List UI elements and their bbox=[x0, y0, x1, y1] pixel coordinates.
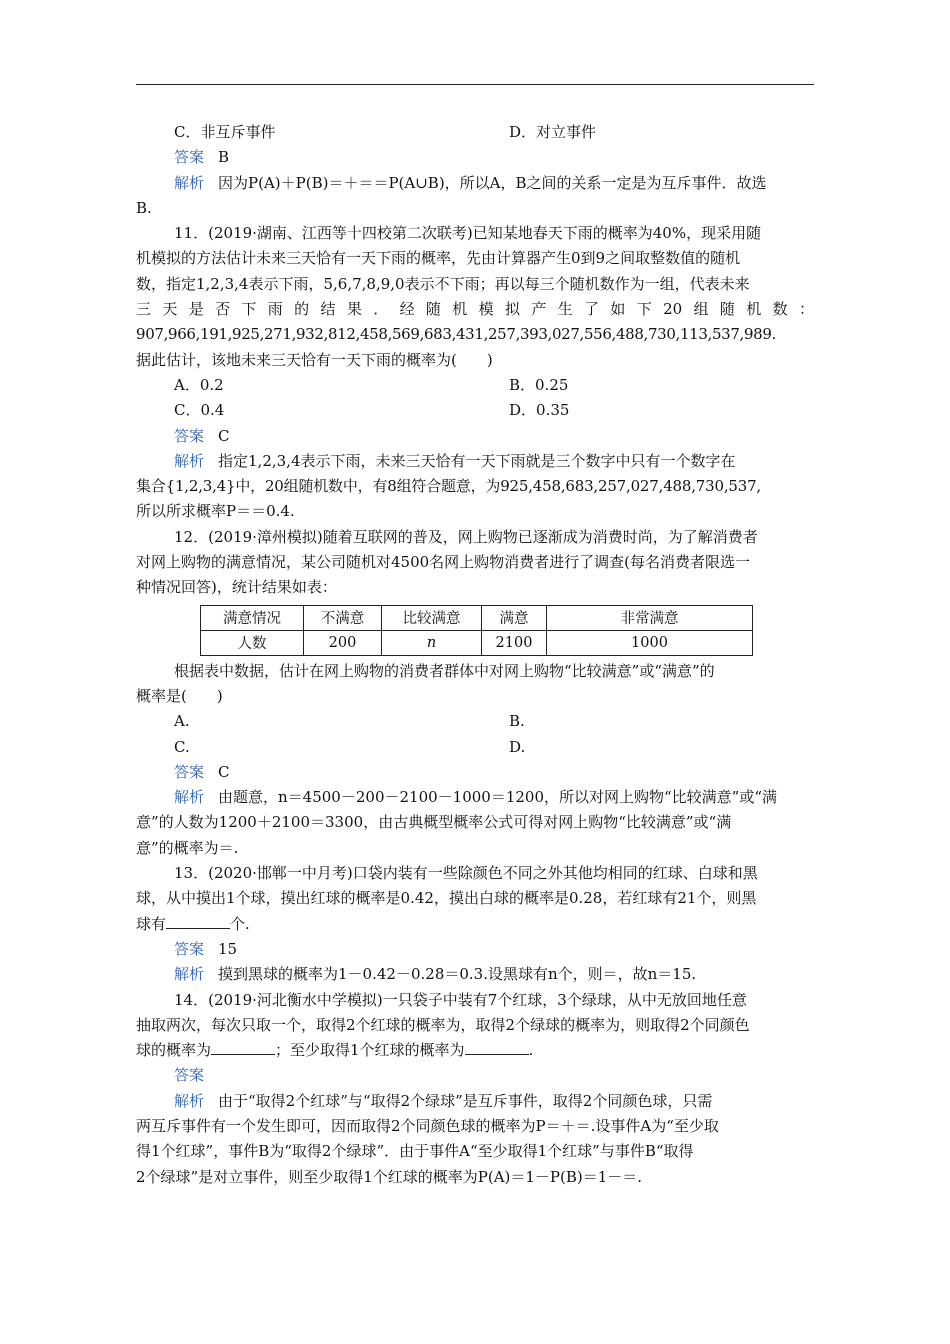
q13-stem-line-1: 13．(2020·邯郸一中月考)口袋内装有一些除颜色不同之外其他均相同的红球、白球和黑 bbox=[174, 864, 758, 883]
q14-stem-line-1: 14．(2019·河北衡水中学模拟)一只袋子中装有7个红球，3个绿球，从中无放回地任意 bbox=[174, 990, 747, 1009]
table-cell: 1000 bbox=[547, 630, 753, 655]
q14-analysis-line-1: 由于“取得2个红球”与“取得2个绿球”是互斥事件，取得2个同颜色球，只需 bbox=[218, 1091, 713, 1110]
table-header-row bbox=[201, 605, 753, 630]
q13-analysis bbox=[136, 962, 814, 987]
q14-analysis-line-4: 2个绿球”是对立事件，则至少取得1个红球的概率为P(A)＝1－P(B)＝1－＝. bbox=[136, 1167, 643, 1186]
q11-stem-line-2: 机模拟的方法估计未来三天恰有一天下雨的概率，先由计算器产生0到9之间取整数值的随机 bbox=[136, 249, 741, 268]
q12-stem-line-5: 概率是( ) bbox=[136, 686, 223, 705]
q12-stem-line-3: 种情况回答)，统计结果如表： bbox=[136, 578, 337, 597]
q11-options-row-2 bbox=[136, 398, 814, 423]
q11-stem-line-6: 据此估计，该地未来三天恰有一天下雨的概率为( ) bbox=[136, 350, 493, 369]
answer-label: 答案 bbox=[174, 762, 205, 781]
analysis-label: 解析 bbox=[174, 173, 205, 192]
q11-option-d: D．0.35 bbox=[509, 401, 570, 420]
header-rule bbox=[136, 84, 814, 85]
q10-analysis-line-1: 因为P(A)＋P(B)＝＋＝＝P(A∪B)，所以A，B之间的关系一定是为互斥事件．故选 bbox=[218, 173, 767, 192]
table-cell: n bbox=[382, 630, 482, 655]
q13-stem-text: 个. bbox=[230, 914, 250, 933]
q11-options-row-1 bbox=[136, 373, 814, 398]
q11-analysis bbox=[136, 449, 814, 474]
answer-label: 答案 bbox=[174, 939, 205, 958]
q13-answer-blank bbox=[166, 914, 230, 929]
q11-option-c: C．0.4 bbox=[174, 401, 225, 420]
q14-stem-text: 球的概率为 bbox=[136, 1041, 212, 1060]
table-header-cell: 不满意 bbox=[304, 605, 382, 630]
q11-stem-line-1: 11．(2019·湖南、江西等十四校第二次联考)已知某地春天下雨的概率为40%，现采用随 bbox=[174, 224, 762, 243]
table-cell: 200 bbox=[304, 630, 382, 655]
table-header-cell: 非常满意 bbox=[547, 605, 753, 630]
q12-analysis-line-2: 意”的人数为1200＋2100＝3300，由古典概型概率公式可得对网上购物“比较满意”或“满 bbox=[136, 813, 732, 832]
analysis-label: 解析 bbox=[174, 451, 205, 470]
q12-stem-line-4: 根据表中数据，估计在网上购物的消费者群体中对网上购物“比较满意”或“满意”的 bbox=[174, 661, 715, 680]
page-content bbox=[136, 120, 814, 1190]
q13-stem-text: 球有 bbox=[136, 914, 167, 933]
q14-analysis-line-3: 得1个红球”，事件B为“取得2个绿球”．由于事件A“至少取得1个红球”与事件B“取得 bbox=[136, 1142, 694, 1161]
q13-analysis-line-1: 摸到黑球的概率为1－0.42－0.28＝0.3.设黑球有n个，则＝，故n＝15. bbox=[218, 965, 697, 984]
survey-table bbox=[200, 605, 753, 656]
q11-answer-value: C bbox=[218, 426, 230, 445]
q14-analysis bbox=[136, 1089, 814, 1114]
q11-answer bbox=[136, 424, 814, 449]
q14-answer-blank-2 bbox=[465, 1040, 529, 1055]
table-header-cell: 满意 bbox=[482, 605, 547, 630]
answer-label: 答案 bbox=[174, 148, 205, 167]
table-cell: 2100 bbox=[482, 630, 547, 655]
q12-answer-value: C bbox=[218, 762, 230, 781]
q13-stem-line-2: 球，从中摸出1个球，摸出红球的概率是0.42，摸出白球的概率是0.28，若红球有21个，则黑 bbox=[136, 889, 757, 908]
q10-answer bbox=[136, 145, 814, 170]
q10-analysis-line-2: B. bbox=[136, 198, 152, 217]
q11-analysis-line-2: 集合{1,2,3,4}中，20组随机数中，有8组符合题意，为925,458,683,257,027,488,730,537, bbox=[136, 477, 761, 496]
q12-stem-line-2: 对网上购物的满意情况，某公司随机对4500名网上购物消费者进行了调查(每名消费者限选一 bbox=[136, 553, 751, 572]
q10-options bbox=[136, 120, 814, 145]
q12-option-b: B. bbox=[509, 712, 525, 731]
q12-answer bbox=[136, 760, 814, 785]
q14-answer bbox=[136, 1063, 814, 1088]
q11-option-a: A．0.2 bbox=[174, 375, 224, 394]
q12-analysis-line-1: 由题意，n＝4500－200－2100－1000＝1200，所以对网上购物“比较满意”或“满 bbox=[218, 788, 778, 807]
analysis-label: 解析 bbox=[174, 1091, 205, 1110]
q10-answer-value: B bbox=[218, 148, 230, 167]
q12-analysis-line-3: 意”的概率为＝. bbox=[136, 838, 239, 857]
q11-random-numbers: 907,966,191,925,271,932,812,458,569,683,431,257,393,027,556,488,730,113,537,989. bbox=[136, 325, 776, 344]
analysis-label: 解析 bbox=[174, 965, 205, 984]
table-header-cell: 满意情况 bbox=[201, 605, 304, 630]
q13-stem-line-3 bbox=[136, 912, 814, 937]
q12-analysis bbox=[136, 785, 814, 810]
q14-analysis-line-2: 两互斥事件有一个发生即可，因而取得2个同颜色球的概率为P＝＋＝.设事件A为“至少取 bbox=[136, 1116, 719, 1135]
q11-stem-line-3: 数，指定1,2,3,4表示下雨，5,6,7,8,9,0表示不下雨；再以每三个随机数作为一组，代表未来 bbox=[136, 274, 750, 293]
answer-label: 答案 bbox=[174, 426, 205, 445]
table-header-cell: 比较满意 bbox=[382, 605, 482, 630]
q11-stem-line-4: 三天是否下雨的结果．经随机模拟产生了如下20组随机数： bbox=[136, 300, 814, 319]
q12-options-row-2 bbox=[136, 735, 814, 760]
q14-answer-blank-1 bbox=[211, 1040, 275, 1055]
q14-stem-line-2: 抽取两次，每次只取一个，取得2个红球的概率为，取得2个绿球的概率为，则取得2个同颜色 bbox=[136, 1015, 750, 1034]
answer-label: 答案 bbox=[174, 1066, 205, 1085]
q14-stem-line-3 bbox=[136, 1038, 814, 1063]
q12-stem-line-1: 12．(2019·漳州模拟)随着互联网的普及，网上购物已逐渐成为消费时尚，为了解消费者 bbox=[174, 527, 758, 546]
analysis-label: 解析 bbox=[174, 788, 205, 807]
q12-option-c: C. bbox=[174, 737, 190, 756]
q12-option-a: A. bbox=[174, 712, 190, 731]
q12-option-d: D. bbox=[509, 737, 526, 756]
table-row bbox=[201, 630, 753, 655]
q14-stem-text: ；至少取得1个红球的概率为 bbox=[275, 1041, 465, 1060]
q10-option-d: D．对立事件 bbox=[509, 123, 597, 141]
q11-analysis-line-1: 指定1,2,3,4表示下雨，未来三天恰有一天下雨就是三个数字中只有一个数字在 bbox=[218, 451, 736, 470]
q11-analysis-line-3: 所以所求概率P＝＝0.4. bbox=[136, 502, 295, 521]
q12-options-row-1 bbox=[136, 709, 814, 734]
q14-stem-text: . bbox=[528, 1041, 534, 1060]
q10-analysis bbox=[136, 171, 814, 196]
q13-answer-value: 15 bbox=[218, 939, 238, 958]
q11-option-b: B．0.25 bbox=[509, 375, 569, 394]
q13-answer bbox=[136, 937, 814, 962]
q10-option-c: C．非互斥事件 bbox=[174, 123, 276, 141]
table-cell: 人数 bbox=[201, 630, 304, 655]
